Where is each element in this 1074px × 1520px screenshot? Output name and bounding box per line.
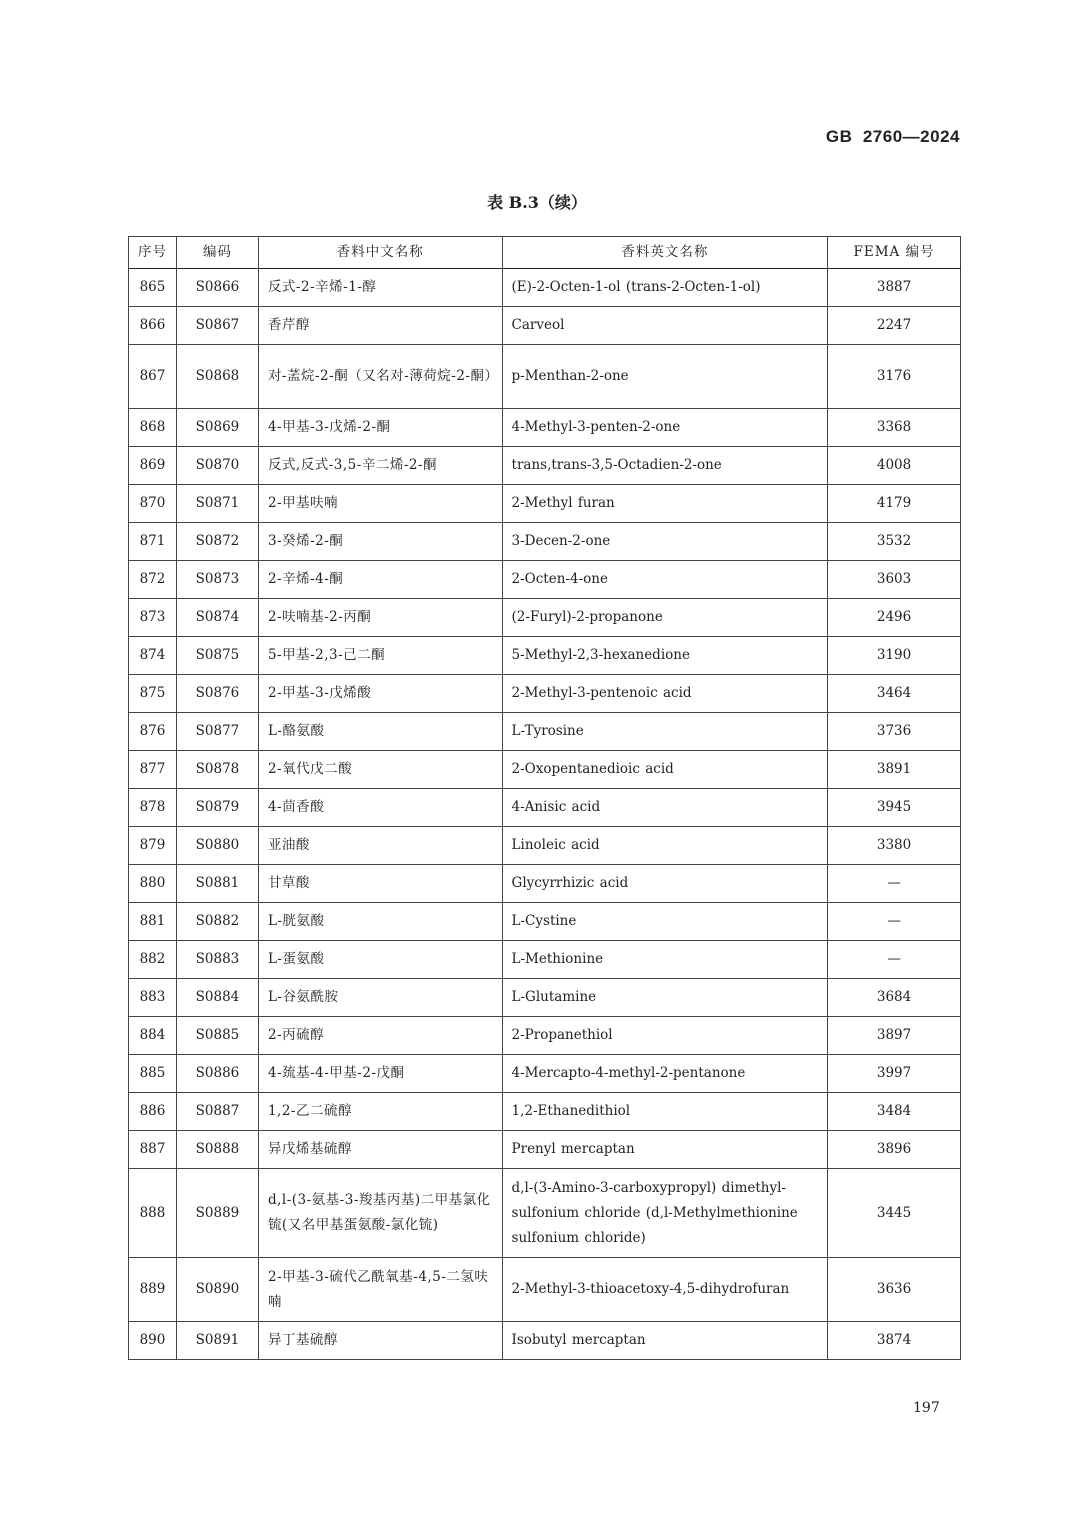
cell-english-name: 2-Methyl-3-thioacetoxy-4,5-dihydrofuran [502,1258,828,1322]
standard-number: GB 2760—2024 [825,127,960,146]
cell-index: 882 [129,941,177,979]
table-row [129,1093,961,1131]
column-header-fema: FEMA 编号 [828,237,961,269]
cell-chinese-name: 2-辛烯-4-酮 [258,561,502,599]
table-row [129,307,961,345]
cell-chinese-name: d,l-(3-氨基-3-羧基丙基)二甲基氯化锍(又名甲基蛋氨酸-氯化锍) [258,1169,502,1258]
cell-fema: 3736 [828,713,961,751]
cell-index: 883 [129,979,177,1017]
cell-index: 879 [129,827,177,865]
cell-english-name: Prenyl mercaptan [502,1131,828,1169]
column-header-chinese-name: 香料中文名称 [258,237,502,269]
cell-english-name: 1,2-Ethanedithiol [502,1093,828,1131]
cell-english-name: 2-Octen-4-one [502,561,828,599]
table-title: 表 B.3（续） [487,193,587,212]
table-row [129,409,961,447]
cell-fema: 3997 [828,1055,961,1093]
cell-index: 866 [129,307,177,345]
cell-chinese-name: 甘草酸 [258,865,502,903]
cell-code: S0889 [176,1169,258,1258]
cell-chinese-name: L-胱氨酸 [258,903,502,941]
cell-english-name: (2-Furyl)-2-propanone [502,599,828,637]
cell-chinese-name: 2-呋喃基-2-丙酮 [258,599,502,637]
cell-code: S0867 [176,307,258,345]
cell-english-name: L-Methionine [502,941,828,979]
table-row [129,485,961,523]
cell-code: S0880 [176,827,258,865]
column-header-english-name: 香料英文名称 [502,237,828,269]
table-row [129,979,961,1017]
cell-chinese-name: L-蛋氨酸 [258,941,502,979]
table-row [129,523,961,561]
cell-chinese-name: 异丁基硫醇 [258,1322,502,1360]
cell-index: 875 [129,675,177,713]
cell-chinese-name: 对-䓝烷-2-酮（又名对-薄荷烷-2-酮） [258,345,502,409]
table-row [129,561,961,599]
table-row [129,599,961,637]
table-row [129,903,961,941]
cell-english-name: 5-Methyl-2,3-hexanedione [502,637,828,675]
cell-index: 877 [129,751,177,789]
cell-fema: 3636 [828,1258,961,1322]
table-row [129,1169,961,1258]
cell-index: 867 [129,345,177,409]
cell-index: 887 [129,1131,177,1169]
cell-code: S0869 [176,409,258,447]
cell-english-name: 2-Methyl furan [502,485,828,523]
cell-index: 872 [129,561,177,599]
table-row [129,1017,961,1055]
cell-index: 873 [129,599,177,637]
cell-code: S0866 [176,269,258,307]
cell-fema: 2496 [828,599,961,637]
cell-index: 876 [129,713,177,751]
cell-chinese-name: 反式-2-辛烯-1-醇 [258,269,502,307]
cell-index: 884 [129,1017,177,1055]
table-row [129,1131,961,1169]
cell-english-name: 4-Anisic acid [502,789,828,827]
cell-fema: 3380 [828,827,961,865]
column-header-code: 编码 [176,237,258,269]
cell-chinese-name: 2-丙硫醇 [258,1017,502,1055]
cell-chinese-name: 香芹醇 [258,307,502,345]
table-header-row [129,237,961,269]
cell-fema: 2247 [828,307,961,345]
cell-code: S0870 [176,447,258,485]
table-row [129,345,961,409]
cell-chinese-name: L-酪氨酸 [258,713,502,751]
cell-code: S0891 [176,1322,258,1360]
cell-chinese-name: 异戊烯基硫醇 [258,1131,502,1169]
cell-fema: 3684 [828,979,961,1017]
cell-chinese-name: 4-巯基-4-甲基-2-戊酮 [258,1055,502,1093]
cell-fema: — [828,941,961,979]
cell-code: S0875 [176,637,258,675]
cell-chinese-name: 3-癸烯-2-酮 [258,523,502,561]
cell-index: 865 [129,269,177,307]
cell-chinese-name: 2-甲基-3-硫代乙酰氧基-4,5-二氢呋喃 [258,1258,502,1322]
table-row [129,675,961,713]
cell-fema: 3896 [828,1131,961,1169]
cell-code: S0871 [176,485,258,523]
cell-index: 870 [129,485,177,523]
cell-code: S0872 [176,523,258,561]
cell-code: S0887 [176,1093,258,1131]
cell-english-name: Linoleic acid [502,827,828,865]
cell-code: S0873 [176,561,258,599]
cell-index: 868 [129,409,177,447]
cell-english-name: L-Cystine [502,903,828,941]
cell-chinese-name: 4-甲基-3-戊烯-2-酮 [258,409,502,447]
cell-english-name: 3-Decen-2-one [502,523,828,561]
cell-english-name: 2-Methyl-3-pentenoic acid [502,675,828,713]
cell-code: S0868 [176,345,258,409]
cell-english-name: 4-Mercapto-4-methyl-2-pentanone [502,1055,828,1093]
cell-fema: 3484 [828,1093,961,1131]
table-row [129,827,961,865]
table-row [129,751,961,789]
cell-english-name: Glycyrrhizic acid [502,865,828,903]
cell-fema: — [828,865,961,903]
column-header-index: 序号 [129,237,177,269]
cell-index: 889 [129,1258,177,1322]
table-row [129,1322,961,1360]
cell-chinese-name: 2-氧代戊二酸 [258,751,502,789]
cell-index: 878 [129,789,177,827]
cell-code: S0888 [176,1131,258,1169]
cell-index: 874 [129,637,177,675]
cell-code: S0881 [176,865,258,903]
cell-english-name: (E)-2-Octen-1-ol (trans-2-Octen-1-ol) [502,269,828,307]
table-body [129,269,961,1360]
cell-english-name: Isobutyl mercaptan [502,1322,828,1360]
cell-code: S0876 [176,675,258,713]
cell-code: S0890 [176,1258,258,1322]
table-row [129,789,961,827]
cell-fema: 3945 [828,789,961,827]
cell-index: 871 [129,523,177,561]
cell-english-name: trans,trans-3,5-Octadien-2-one [502,447,828,485]
cell-code: S0883 [176,941,258,979]
table-row [129,1055,961,1093]
cell-code: S0884 [176,979,258,1017]
cell-fema: 4179 [828,485,961,523]
cell-index: 890 [129,1322,177,1360]
cell-index: 888 [129,1169,177,1258]
cell-fema: 3445 [828,1169,961,1258]
cell-english-name: 2-Oxopentanedioic acid [502,751,828,789]
cell-chinese-name: 反式,反式-3,5-辛二烯-2-酮 [258,447,502,485]
cell-english-name: 4-Methyl-3-penten-2-one [502,409,828,447]
cell-fema: 3891 [828,751,961,789]
table-row [129,637,961,675]
cell-english-name: p-Menthan-2-one [502,345,828,409]
cell-fema: — [828,903,961,941]
cell-fema: 3532 [828,523,961,561]
table-row [129,713,961,751]
cell-chinese-name: 亚油酸 [258,827,502,865]
cell-index: 881 [129,903,177,941]
cell-fema: 3190 [828,637,961,675]
cell-fema: 3874 [828,1322,961,1360]
cell-chinese-name: L-谷氨酰胺 [258,979,502,1017]
cell-code: S0882 [176,903,258,941]
cell-fema: 3368 [828,409,961,447]
cell-fema: 4008 [828,447,961,485]
cell-chinese-name: 4-茴香酸 [258,789,502,827]
table-row [129,941,961,979]
cell-index: 886 [129,1093,177,1131]
cell-fema: 3464 [828,675,961,713]
flavor-table [128,236,961,1360]
table-row [129,1258,961,1322]
table-row [129,447,961,485]
cell-fema: 3603 [828,561,961,599]
cell-index: 869 [129,447,177,485]
table-row [129,269,961,307]
table-row [129,865,961,903]
cell-index: 880 [129,865,177,903]
cell-fema: 3897 [828,1017,961,1055]
cell-code: S0874 [176,599,258,637]
cell-chinese-name: 1,2-乙二硫醇 [258,1093,502,1131]
cell-code: S0886 [176,1055,258,1093]
cell-chinese-name: 5-甲基-2,3-己二酮 [258,637,502,675]
cell-english-name: d,l-(3-Amino-3-carboxypropyl) dimethyl-sulfonium chloride (d,l-Methylmethionine sulfonium chloride) [502,1169,828,1258]
cell-index: 885 [129,1055,177,1093]
cell-fema: 3176 [828,345,961,409]
cell-english-name: 2-Propanethiol [502,1017,828,1055]
cell-english-name: Carveol [502,307,828,345]
cell-fema: 3887 [828,269,961,307]
cell-chinese-name: 2-甲基呋喃 [258,485,502,523]
cell-code: S0879 [176,789,258,827]
cell-english-name: L-Glutamine [502,979,828,1017]
cell-code: S0878 [176,751,258,789]
page-number: 197 [913,1400,940,1416]
cell-code: S0877 [176,713,258,751]
cell-english-name: L-Tyrosine [502,713,828,751]
cell-chinese-name: 2-甲基-3-戊烯酸 [258,675,502,713]
cell-code: S0885 [176,1017,258,1055]
